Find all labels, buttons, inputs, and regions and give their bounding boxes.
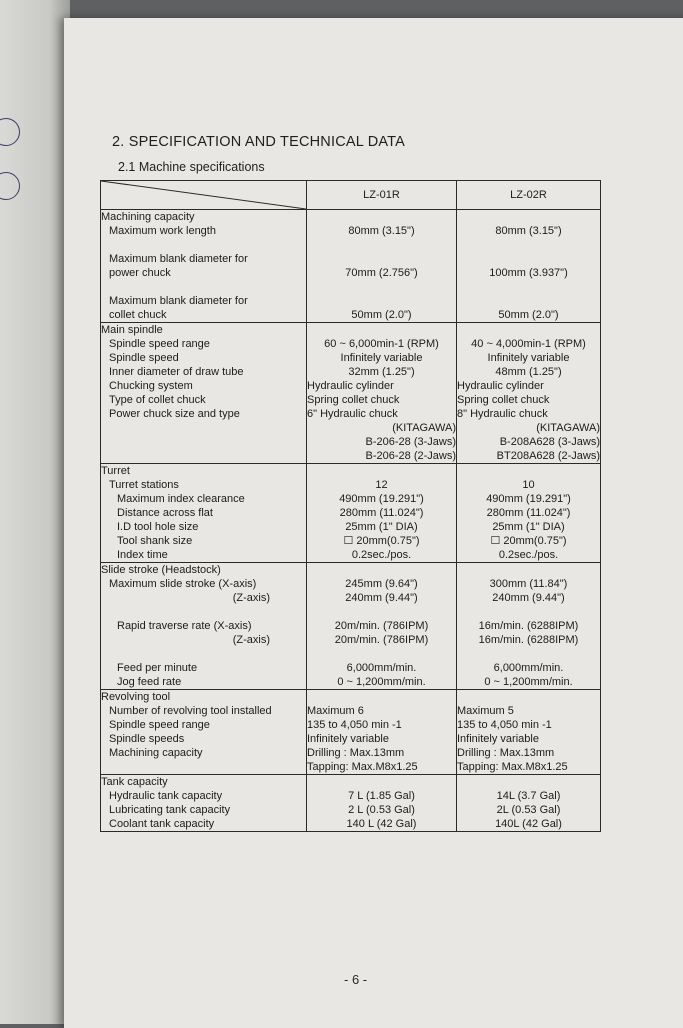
spec-label: Hydraulic tank capacity <box>109 790 223 802</box>
document-page <box>64 18 683 1028</box>
spec-value: 80mm (3.15") <box>348 225 415 237</box>
spec-value: 25mm (1" DIA) <box>492 521 565 533</box>
spec-label: Coolant tank capacity <box>109 818 215 830</box>
spec-value: Infinitely variable <box>457 733 539 745</box>
spec-value: 50mm (2.0") <box>351 309 412 321</box>
spec-value: 6,000mm/min. <box>346 662 417 674</box>
lz02r-values <box>457 563 601 690</box>
spec-value: 0 ~ 1,200mm/min. <box>337 676 426 688</box>
subsection-title: 2.1 Machine specifications <box>118 160 265 174</box>
spec-value: Tapping: Max.M8x1.25 <box>457 761 568 773</box>
spec-value: 8" Hydraulic chuck <box>457 408 548 420</box>
lz01r-values <box>307 775 457 832</box>
spec-value: B-206-28 (2-Jaws) <box>365 450 456 462</box>
spec-value: (KITAGAWA) <box>392 422 456 434</box>
spec-value: 6" Hydraulic chuck <box>307 408 398 420</box>
spec-value: Infinitely variable <box>340 352 423 364</box>
spec-label: Distance across flat <box>117 507 213 519</box>
spec-value: Maximum 5 <box>457 705 514 717</box>
table-header-row <box>101 181 601 210</box>
table-row-slide-stroke <box>101 563 601 690</box>
spec-value: 490mm (19.291") <box>486 493 571 505</box>
spec-value: 300mm (11.84") <box>489 578 568 590</box>
spec-value: 100mm (3.937") <box>489 267 568 279</box>
spec-label: collet chuck <box>109 309 167 321</box>
spec-label: Feed per minute <box>117 662 198 674</box>
spec-label: Lubricating tank capacity <box>109 804 231 816</box>
row-labels <box>101 563 307 690</box>
spec-value: (KITAGAWA) <box>536 422 600 434</box>
spec-value: Spring collet chuck <box>457 394 550 406</box>
group-title: Slide stroke (Headstock) <box>101 564 221 576</box>
spec-value: 32mm (1.25") <box>348 366 415 378</box>
spec-value: Maximum 6 <box>307 705 364 717</box>
spec-label: Spindle speed range <box>109 338 210 350</box>
lz02r-values <box>457 464 601 563</box>
spec-label: Machining capacity <box>109 747 203 759</box>
spec-label: Chucking system <box>109 380 193 392</box>
spec-label: Tool shank size <box>117 535 193 547</box>
spec-value: 7 L (1.85 Gal) <box>348 790 415 802</box>
spec-value: 25mm (1" DIA) <box>345 521 418 533</box>
spec-label: Maximum blank diameter for <box>109 253 248 265</box>
spec-value: B-206-28 (3-Jaws) <box>365 436 456 448</box>
group-title: Machining capacity <box>101 211 195 223</box>
lz02r-values <box>457 210 601 323</box>
spec-value: 2 L (0.53 Gal) <box>348 804 415 816</box>
spec-label: Turret stations <box>109 479 179 491</box>
lz01r-values <box>307 690 457 775</box>
spec-label: Power chuck size and type <box>109 408 240 420</box>
spec-value: 140L (42 Gal) <box>495 818 562 830</box>
spec-label: Spindle speed <box>109 352 179 364</box>
row-labels <box>101 210 307 323</box>
spec-value: 490mm (19.291") <box>339 493 424 505</box>
spec-value: 48mm (1.25") <box>495 366 562 378</box>
row-labels <box>101 690 307 775</box>
spec-value: Drilling : Max.13mm <box>457 747 555 759</box>
spec-label: Jog feed rate <box>117 676 182 688</box>
spec-value: 240mm (9.44") <box>345 592 418 604</box>
spec-value: 12 <box>375 479 388 491</box>
spec-value: 50mm (2.0") <box>498 309 559 321</box>
spec-value: ☐ 20mm(0.75") <box>490 535 567 547</box>
column-header-lz01r: LZ-01R <box>307 181 457 210</box>
lz02r-values <box>457 690 601 775</box>
spec-label: Number of revolving tool installed <box>109 705 272 717</box>
spec-label: Spindle speeds <box>109 733 185 745</box>
spec-label: Rapid traverse rate (X-axis) <box>117 620 252 632</box>
spec-value: Hydraulic cylinder <box>307 380 394 392</box>
group-title: Turret <box>101 465 130 477</box>
spec-value: 60 ~ 6,000min-1 (RPM) <box>324 338 439 350</box>
lz01r-values <box>307 464 457 563</box>
spec-label: Maximum blank diameter for <box>109 295 248 307</box>
spec-value: 240mm (9.44") <box>492 592 565 604</box>
spec-label: (Z-axis) <box>232 634 270 646</box>
spec-label: Type of collet chuck <box>109 394 206 406</box>
spec-value: 40 ~ 4,000min-1 (RPM) <box>471 338 586 350</box>
facing-page <box>0 0 70 1024</box>
section-title: 2. SPECIFICATION AND TECHNICAL DATA <box>112 134 406 150</box>
lz01r-values <box>307 210 457 323</box>
spec-value: 280mm (11.024") <box>339 507 424 519</box>
spec-value: 70mm (2.756") <box>345 267 418 279</box>
spec-value: 10 <box>522 479 535 491</box>
spec-value: Drilling : Max.13mm <box>307 747 405 759</box>
spec-value: 135 to 4,050 min -1 <box>307 719 402 731</box>
spec-value: Infinitely variable <box>487 352 570 364</box>
table-row-main-spindle <box>101 323 601 464</box>
spec-value: 20m/min. (786IPM) <box>334 634 429 646</box>
row-labels <box>101 464 307 563</box>
spec-label: I.D tool hole size <box>117 521 199 533</box>
header-corner-cell <box>101 181 307 210</box>
lz01r-values <box>307 563 457 690</box>
spec-value: 2L (0.53 Gal) <box>496 804 561 816</box>
table-row-machining-capacity <box>101 210 601 323</box>
spec-label: Maximum work length <box>109 225 216 237</box>
lz02r-values <box>457 775 601 832</box>
spec-value: 135 to 4,050 min -1 <box>457 719 552 731</box>
spec-value: 80mm (3.15") <box>495 225 562 237</box>
spec-value: BT208A628 (2-Jaws) <box>496 450 600 462</box>
spec-value: 0 ~ 1,200mm/min. <box>484 676 573 688</box>
group-title: Tank capacity <box>101 776 168 788</box>
group-title: Main spindle <box>101 324 163 336</box>
lz01r-values <box>307 323 457 464</box>
spec-value: Hydraulic cylinder <box>457 380 544 392</box>
spec-value: 6,000mm/min. <box>493 662 564 674</box>
spec-label: Maximum index clearance <box>117 493 245 505</box>
spec-value: Tapping: Max.M8x1.25 <box>307 761 418 773</box>
spec-value: Infinitely variable <box>307 733 389 745</box>
row-labels <box>101 775 307 832</box>
spec-value: ☐ 20mm(0.75") <box>343 535 420 547</box>
spec-label: Inner diameter of draw tube <box>109 366 244 378</box>
row-labels <box>101 323 307 464</box>
machine-specifications-table <box>100 180 601 832</box>
spec-value: 245mm (9.64") <box>345 578 418 590</box>
lz02r-values <box>457 323 601 464</box>
column-header-lz02r: LZ-02R <box>457 181 601 210</box>
table-row-revolving-tool <box>101 690 601 775</box>
spec-value: 14L (3.7 Gal) <box>496 790 561 802</box>
spec-value: B-208A628 (3-Jaws) <box>499 436 600 448</box>
table-row-tank-capacity <box>101 775 601 832</box>
spec-value: 20m/min. (786IPM) <box>334 620 429 632</box>
table-row-turret <box>101 464 601 563</box>
spec-value: 140 L (42 Gal) <box>346 818 417 830</box>
spec-label: (Z-axis) <box>232 592 270 604</box>
spec-label: Index time <box>117 549 168 561</box>
spec-value: 16m/min. (6288IPM) <box>478 620 579 632</box>
spec-label: Maximum slide stroke (X-axis) <box>109 578 257 590</box>
spec-label: power chuck <box>109 267 171 279</box>
group-title: Revolving tool <box>101 691 171 703</box>
spec-value: 0.2sec./pos. <box>351 549 412 561</box>
spec-label: Spindle speed range <box>109 719 210 731</box>
margin-circle-mark <box>0 172 20 200</box>
spec-value: 16m/min. (6288IPM) <box>478 634 579 646</box>
spec-value: 280mm (11.024") <box>486 507 571 519</box>
margin-circle-mark <box>0 118 20 146</box>
page-number: - 6 - <box>344 972 368 987</box>
spec-value: Spring collet chuck <box>307 394 400 406</box>
spec-value: 0.2sec./pos. <box>498 549 559 561</box>
